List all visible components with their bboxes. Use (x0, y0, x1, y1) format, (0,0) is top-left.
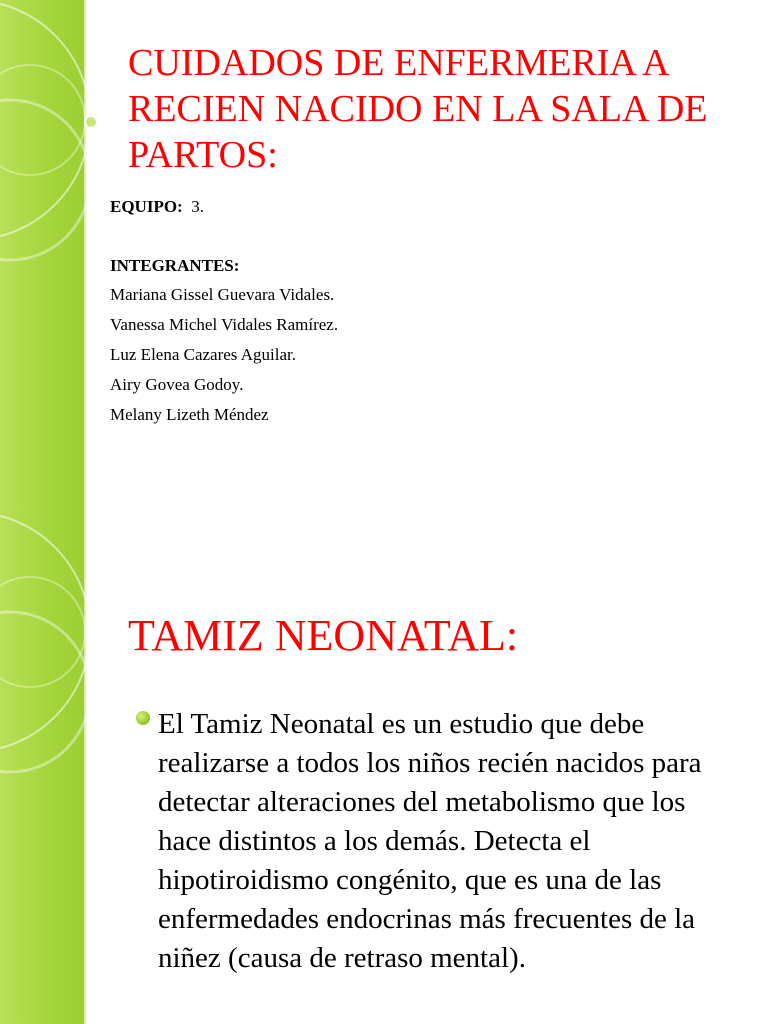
bullet-text: El Tamiz Neonatal es un estudio que debe realizarse a todos los niños recién nacidos para detectar alteraciones del metabolismo que los hace distintos a los demás. Detecta el hipotiroidismo congénito, que es una de las enfermedades endocrinas más frecuentes de la niñez (causa de retraso mental). (158, 708, 702, 974)
team-line (110, 197, 204, 217)
slide-title: CUIDADOS DE ENFERMERIA A RECIEN NACIDO EN LA SALA DE PARTOS: (128, 42, 708, 176)
member-item: Vanessa Michel Vidales Ramírez. (110, 315, 339, 334)
members-list (110, 285, 338, 435)
slide-2-title: TAMIZ NEONATAL: (128, 611, 519, 660)
team-value: 3. (191, 197, 204, 216)
bullet-icon (136, 711, 150, 725)
member-item: Mariana Gissel Guevara Vidales. (110, 285, 335, 304)
team-label: EQUIPO: (110, 197, 183, 216)
decorative-circles (0, 512, 160, 1024)
member-item: Airy Govea Godoy. (110, 375, 244, 394)
members-label: INTEGRANTES: (110, 256, 240, 275)
member-item: Luz Elena Cazares Aguilar. (110, 345, 296, 364)
member-item: Melany Lizeth Méndez (110, 405, 269, 424)
members-heading (110, 256, 239, 276)
